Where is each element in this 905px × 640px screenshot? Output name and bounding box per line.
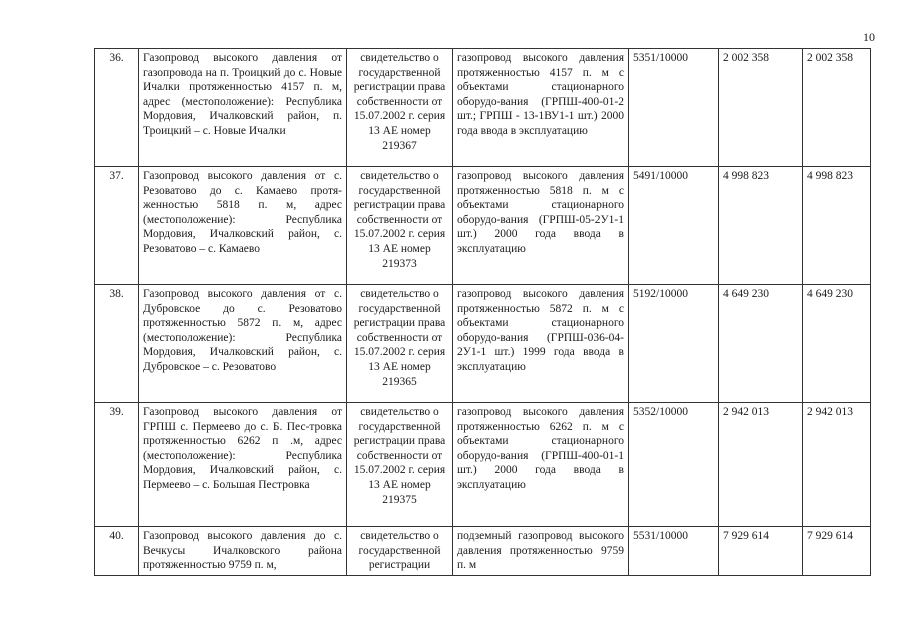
table-row [95, 49, 871, 167]
object-name: Газопровод высокого давления до с. Вечкусы Ичалковского района протяженностью 9759 п. м, [139, 527, 347, 576]
registration-certificate: свидетельство о государственной регистрации права собственности от 15.07.2002 г. серия 13 АЕ номер 219365 [347, 285, 453, 403]
value-cell: 4 998 823 [719, 167, 803, 285]
ownership-share: 5352/10000 [629, 403, 719, 527]
value-cell: 2 002 358 [719, 49, 803, 167]
registration-certificate: свидетельство о государственной регистрации [347, 527, 453, 576]
ownership-share: 5531/10000 [629, 527, 719, 576]
value-cell: 2 002 358 [803, 49, 871, 167]
value-cell: 7 929 614 [803, 527, 871, 576]
page-number: 10 [863, 30, 875, 44]
registration-certificate: свидетельство о государственной регистрации права собственности от 15.07.2002 г. серия 13 АЕ номер 219373 [347, 167, 453, 285]
value-cell: 4 649 230 [803, 285, 871, 403]
object-description: газопровод высокого давления протяженностью 5872 п. м с объектами стационарного оборудо-вания (ГРПШ-036-04-2У1-1 шт.) 1999 года ввода в эксплуатацию [453, 285, 629, 403]
ownership-share: 5192/10000 [629, 285, 719, 403]
object-description: газопровод высокого давления протяженностью 4157 п. м с объектами стационарного оборудо-вания (ГРПШ-400-01-2 шт.; ГРПШ - 13-1ВУ1-1 шт.) 2000 года ввода в эксплуатацию [453, 49, 629, 167]
table-row [95, 527, 871, 576]
registration-certificate: свидетельство о государственной регистрации права собственности от 15.07.2002 г. серия 13 АЕ номер 219367 [347, 49, 453, 167]
object-description: газопровод высокого давления протяженностью 6262 п. м с объектами стационарного оборудо-вания (ГРПШ-400-01-1 шт.) 2000 года ввода в эксплуатацию [453, 403, 629, 527]
object-name: Газопровод высокого давления от с. Дубровское до с. Резоватово протяженностью 5872 п. м, адрес (местоположение): Республика Мордовия, Ичалковский район, с. Дубровское – с. Резоватово [139, 285, 347, 403]
row-number: 37. [95, 167, 139, 285]
row-number: 38. [95, 285, 139, 403]
ownership-share: 5351/10000 [629, 49, 719, 167]
object-description: газопровод высокого давления протяженностью 5818 п. м с объектами стационарного оборудо-вания (ГРПШ-05-2У1-1 шт.) 2000 года ввода в эксплуатацию [453, 167, 629, 285]
value-cell: 4 998 823 [803, 167, 871, 285]
object-description: подземный газопровод высокого давления протяженностью 9759 п. м [453, 527, 629, 576]
value-cell: 2 942 013 [803, 403, 871, 527]
registration-certificate: свидетельство о государственной регистрации права собственности от 15.07.2002 г. серия 13 АЕ номер 219375 [347, 403, 453, 527]
property-registry-table [94, 48, 871, 576]
value-cell: 4 649 230 [719, 285, 803, 403]
value-cell: 2 942 013 [719, 403, 803, 527]
object-name: Газопровод высокого давления от ГРПШ с. Пермеево до с. Б. Пес-тровка протяженностью 6262 п .м, адрес (местоположение): Республика Мордовия, Ичалковский район, с. Пермеево – с. Большая Пестровка [139, 403, 347, 527]
table-row [95, 403, 871, 527]
row-number: 40. [95, 527, 139, 576]
object-name: Газопровод высокого давления от с. Резоватово до с. Камаево протя-женностью 5818 п. м, адрес (местоположение): Республика Мордовия, Ичалковский район, с. Резоватово – с. Камаево [139, 167, 347, 285]
table-row [95, 285, 871, 403]
ownership-share: 5491/10000 [629, 167, 719, 285]
object-name: Газопровод высокого давления от газопровода на п. Троицкий до с. Новые Ичалки протяженностью 4157 п. м, адрес (местоположение): Республика Мордовия, Ичалковский район, п. Троицкий – с. Новые Ичалки [139, 49, 347, 167]
row-number: 36. [95, 49, 139, 167]
value-cell: 7 929 614 [719, 527, 803, 576]
row-number: 39. [95, 403, 139, 527]
table-row [95, 167, 871, 285]
